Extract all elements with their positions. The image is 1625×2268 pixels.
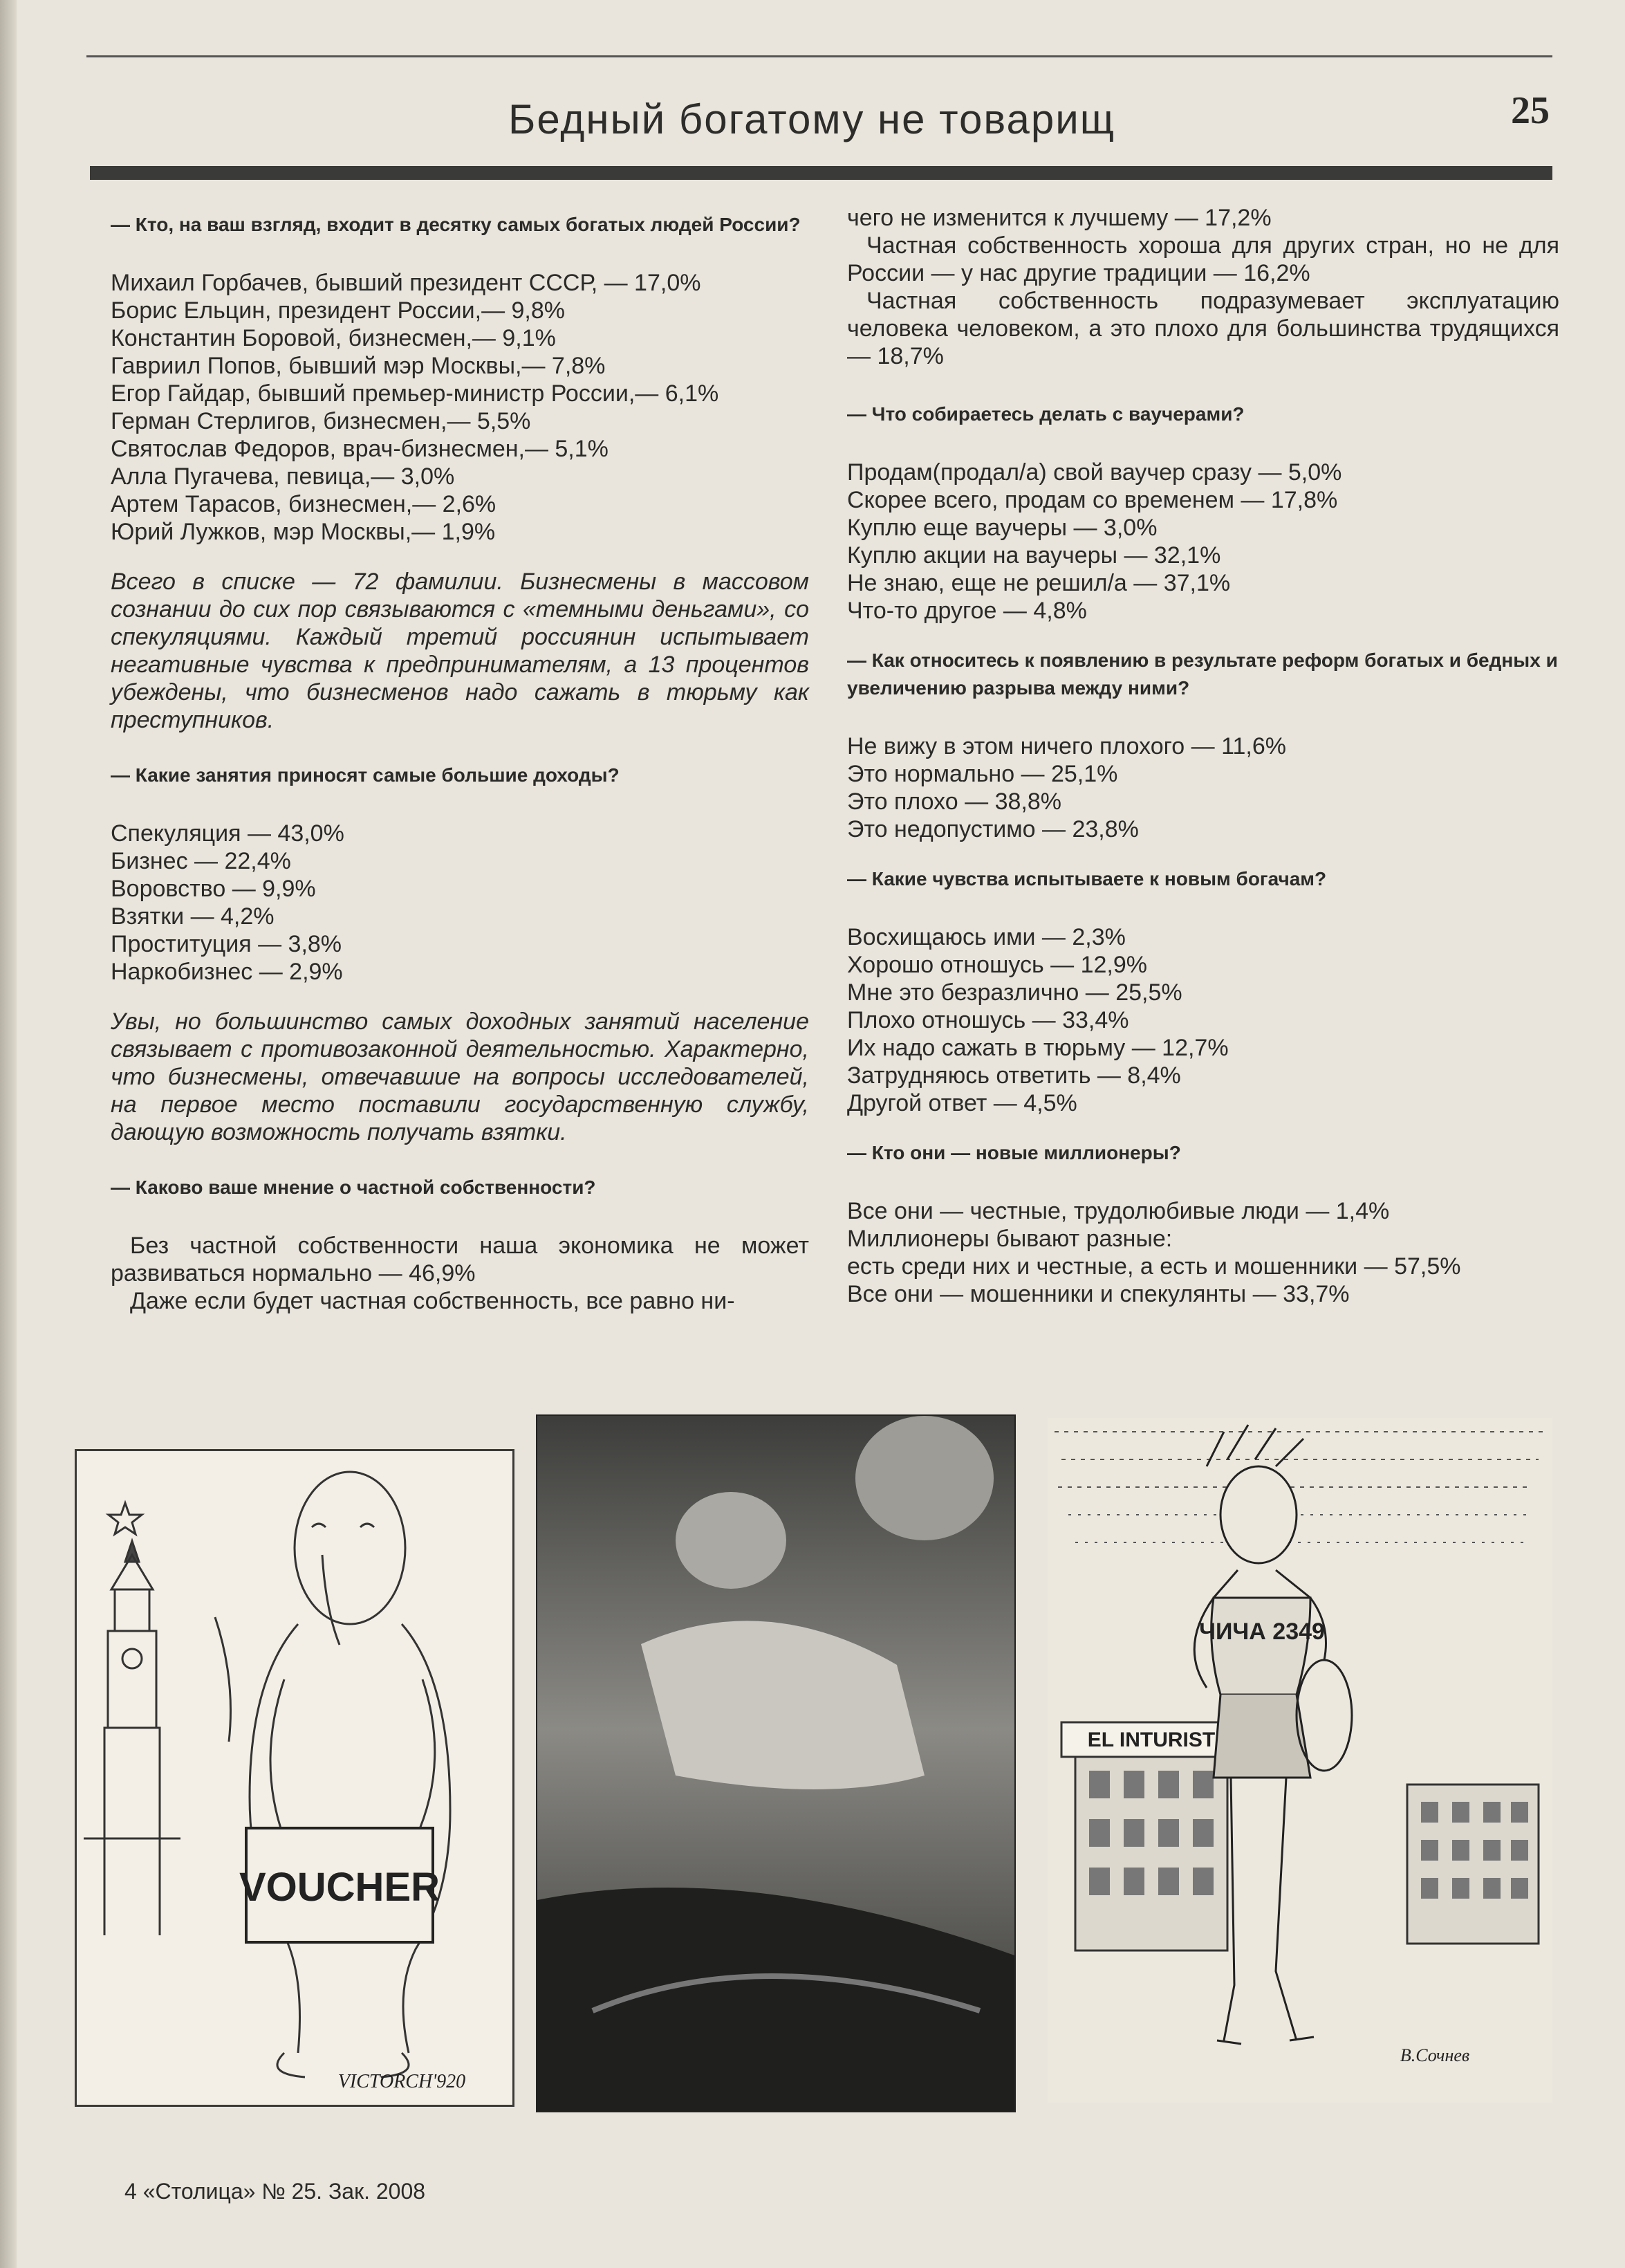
feelings-list (847, 923, 1559, 1117)
list-item: Куплю акции на ваучеры — 32,1% (847, 542, 1221, 569)
intourist-sign-text: EL INTURIST (1087, 1728, 1216, 1751)
news-photo-image (537, 1416, 1014, 2111)
answer-paragraph: Частная собственность хороша для других стран, но не для России — у нас другие традиции — 16,2% (847, 232, 1559, 286)
cartoon-signature: В.Сочнев (1400, 2045, 1470, 2065)
list-item: Все они — мошенники и спекулянты — 33,7% (847, 1281, 1350, 1307)
list-item: Герман Стерлигов, бизнесмен,— 5,5% (111, 408, 531, 434)
list-item: Константин Боровой, бизнесмен,— 9,1% (111, 325, 556, 351)
list-item: Продам(продал/а) свой ваучер сразу — 5,0% (847, 459, 1342, 486)
list-item: Это нормально — 25,1% (847, 761, 1118, 787)
commentary-richest: Всего в списке — 72 фамилии. Бизнесмены в массовом сознании до сих пор связываются с «темными деньгами», со спекуляциями. Каждый третий россиянин испытывает негативные чувства к предпринимателям, а 13 процентов убеждены, что бизнесменов надо сажать в тюрьму как преступников. (111, 569, 809, 733)
list-item: Затрудняюсь ответить — 8,4% (847, 1062, 1181, 1089)
list-item: Взятки — 4,2% (111, 903, 275, 930)
left-column (111, 211, 809, 1315)
right-column (847, 204, 1559, 1330)
question-richest: — Кто, на ваш взгляд, входит в десятку самых богатых людей России? (111, 214, 801, 235)
cartoon-signature: VICTORCH'920 (337, 2071, 466, 2092)
list-item: Алла Пугачева, певица,— 3,0% (111, 463, 455, 490)
list-item: Воровство — 9,9% (111, 876, 316, 902)
list-item: Мне это безразлично — 25,5% (847, 979, 1182, 1006)
list-item: Их надо сажать в тюрьму — 12,7% (847, 1035, 1229, 1061)
question-feelings: — Какие чувства испытываете к новым богачам? (847, 868, 1327, 889)
millionaires-list (847, 1197, 1559, 1308)
richest-list (111, 269, 809, 546)
question-millionaires: — Кто они — новые миллионеры? (847, 1142, 1181, 1163)
cartoon-voucher-drawing (77, 1451, 512, 2105)
list-item: Гавриил Попов, бывший мэр Москвы,— 7,8% (111, 353, 606, 379)
cartoon-intourist (1048, 1418, 1552, 2103)
vouchers-list (847, 459, 1559, 625)
list-item: Наркобизнес — 2,9% (111, 959, 343, 985)
answer-paragraph: чего не изменится к лучшему — 17,2% (847, 205, 1272, 231)
list-item: Проституция — 3,8% (111, 931, 342, 957)
news-photo (536, 1414, 1016, 2112)
list-item: Скорее всего, продам со временем — 17,8% (847, 487, 1338, 513)
question-property: — Каково ваше мнение о частной собственности? (111, 1177, 596, 1198)
answer-paragraph: Частная собственность подразумевает эксплуатацию человека человеком, а это плохо для большинства трудящихся — 18,7% (847, 288, 1559, 369)
header-top-rule (86, 55, 1552, 57)
incomes-list (111, 820, 809, 986)
answer-paragraph: Даже если будет частная собственность, все равно ни- (130, 1288, 735, 1314)
question-incomes: — Какие занятия приносят самые большие доходы? (111, 764, 620, 786)
page-title: Бедный богатому не товарищ (508, 96, 1116, 142)
list-item: есть среди них и честные, а есть и мошенники — 57,5% (847, 1253, 1461, 1280)
cartoon-intourist-drawing (1048, 1418, 1552, 2103)
list-item: Другой ответ — 4,5% (847, 1090, 1077, 1116)
list-item: Борис Ельцин, президент России,— 9,8% (111, 297, 566, 324)
list-item: Все они — честные, трудолюбивые люди — 1,4% (847, 1198, 1390, 1224)
list-item: Артем Тарасов, бизнесмен,— 2,6% (111, 491, 496, 517)
shirt-text: ЧИЧА 2349 (1199, 1619, 1325, 1645)
list-item: Не знаю, еще не решил/а — 37,1% (847, 570, 1231, 596)
list-item: Юрий Лужков, мэр Москвы,— 1,9% (111, 519, 496, 545)
list-item: Миллионеры бывают разные: (847, 1226, 1173, 1252)
list-item: Бизнес — 22,4% (111, 848, 291, 874)
cartoon-voucher (75, 1449, 514, 2107)
question-vouchers: — Что собираетесь делать с ваучерами? (847, 403, 1245, 425)
list-item: Спекуляция — 43,0% (111, 820, 344, 847)
list-item: Егор Гайдар, бывший премьер-министр России,— 6,1% (111, 380, 719, 407)
list-item: Хорошо отношусь — 12,9% (847, 952, 1147, 978)
list-item: Михаил Горбачев, бывший президент СССР, — 17,0% (111, 270, 701, 296)
list-item: Плохо отношусь — 33,4% (847, 1007, 1129, 1033)
gap-list (847, 732, 1559, 843)
question-rich-poor-gap: — Как относитесь к появлению в результате реформ богатых и бедных и увеличению разрыва между ними? (847, 649, 1558, 699)
list-item: Это недопустимо — 23,8% (847, 816, 1139, 842)
header-bottom-rule (90, 166, 1552, 180)
page-spine-shadow (0, 0, 17, 2268)
list-item: Восхищаюсь ими — 2,3% (847, 924, 1126, 950)
print-footer: 4 «Столица» № 25. Зак. 2008 (124, 2179, 426, 2204)
page-number: 25 (1511, 89, 1550, 132)
list-item: Куплю еще ваучеры — 3,0% (847, 515, 1158, 541)
answer-paragraph: Без частной собственности наша экономика не может развиваться нормально — 46,9% (111, 1233, 809, 1287)
voucher-sign-text: VOUCHER (239, 1865, 440, 1910)
list-item: Святослав Федоров, врач-бизнесмен,— 5,1% (111, 436, 609, 462)
list-item: Что-то другое — 4,8% (847, 598, 1087, 624)
list-item: Не вижу в этом ничего плохого — 11,6% (847, 733, 1286, 759)
list-item: Это плохо — 38,8% (847, 789, 1061, 815)
commentary-incomes: Увы, но большинство самых доходных занятий население связывает с противозаконной деятельностью. Характерно, что бизнесмены, отвечавшие на вопросы исследователей, на первое место поставили государственную службу, дающую возможность получать взятки. (111, 1008, 809, 1145)
